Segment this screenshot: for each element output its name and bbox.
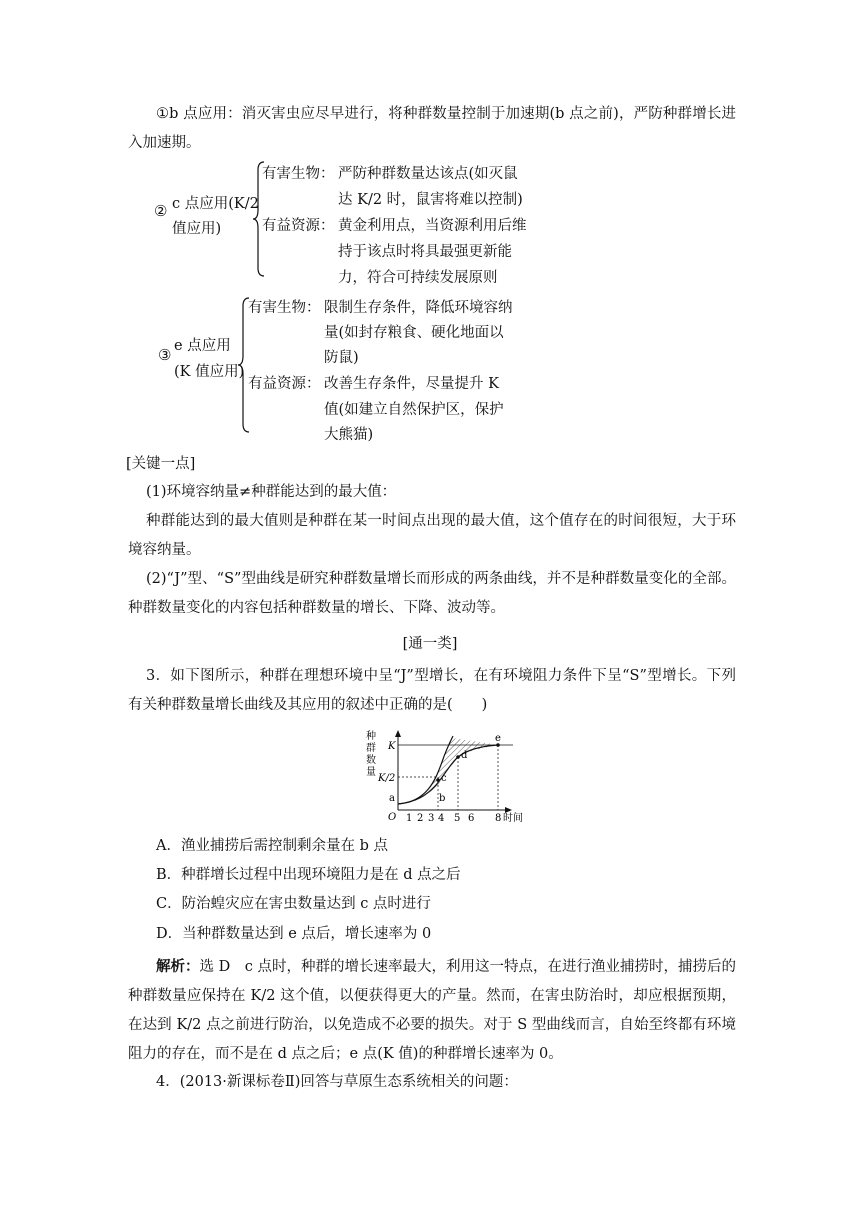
x-tick-4: 4 [438, 813, 445, 824]
x-axis-label: 时间 [503, 813, 523, 824]
e-block-benefit-title: 有益资源： [248, 376, 321, 392]
e-block-benefit-line-1: 改善生存条件，尽量提升 K [324, 376, 499, 392]
analysis-label: 解析： [156, 958, 200, 975]
c-block-benefit-line-3: 力，符合可持续发展原则 [338, 270, 498, 286]
x-tick-6: 6 [468, 813, 475, 824]
origin-label: O [388, 812, 397, 823]
c-block-harm-line-1: 严防种群数量达该点(如灭鼠 [338, 166, 518, 182]
option-b: B．种群增长过程中出现环境阻力是在 d 点之后 [156, 867, 461, 883]
point-a-label: a [389, 793, 395, 804]
e-block-label-1: e 点应用 [174, 338, 231, 354]
e-block-harm-line-3: 防鼠) [324, 350, 359, 366]
point-d-dot [456, 755, 460, 759]
analysis [128, 952, 736, 1069]
x-tick-3: 3 [428, 813, 435, 824]
x-tick-2: 2 [417, 813, 424, 824]
key-point-1: (1)环境容纳量≠种群能达到的最大值： [146, 484, 397, 500]
analysis-text: 选 D c 点时，种群的增长速率最大，利用这一特点，在进行渔业捕捞时，捕捞后的种群数量应保持在 K/2 这个值，以便获得更大的产量。然而，在害虫防治时，却应根据预期，在达到 K/2 点之前进行防治，以免造成不必要的损失。对于 S 型曲线而言，自始至终都有环境阻力的存在，而不是在 d 点之后；e 点(K 值)的种群增长速率为 0。 [128, 959, 737, 1062]
y-axis-arrow [395, 730, 401, 737]
c-block-benefit-title: 有益资源： [262, 218, 335, 234]
e-block-benefit-line-3: 大熊猫) [324, 427, 374, 443]
section-title: [通一类] [402, 636, 458, 652]
y-label-char-3: 数 [366, 755, 376, 766]
option-a: A．渔业捕捞后需控制剩余量在 b 点 [156, 838, 388, 854]
point-c-dot [436, 778, 440, 782]
c-block-harm-title: 有害生物： [262, 166, 335, 182]
x-tick-1: 1 [406, 813, 413, 824]
c-block-label-1: c 点应用(K/2 [172, 196, 259, 212]
question-3: 3．如下图所示，种群在理想环境中呈“J”型增长，在有环境阻力条件下呈“S”型增长。下列有关种群数量增长曲线及其应用的叙述中正确的是( ) [128, 668, 736, 713]
e-block-number: ③ [158, 346, 172, 364]
y-label-char-2: 群 [366, 743, 376, 754]
c-block-number: ② [154, 202, 168, 220]
key-point-title: [关键一点] [126, 456, 196, 472]
paragraph-b-point: ①b 点应用：消灭害虫应尽早进行，将种群数量控制于加速期(b 点之前)，严防种群增长进入加速期。 [128, 106, 736, 151]
growth-curve-chart [358, 728, 526, 824]
point-e-label: e [495, 733, 501, 744]
e-block-label-2: (K 值应用) [174, 364, 245, 380]
y-label-char-4: 量 [366, 767, 376, 778]
e-block-harm-line-2: 量(如封存粮食、硬化地面以 [324, 325, 504, 341]
c-block-harm-line-2: 达 K/2 时，鼠害将难以控制) [338, 192, 523, 208]
e-block-harm-title: 有害生物： [248, 300, 321, 316]
e-block-harm-line-1: 限制生存条件，降低环境容纳 [324, 300, 513, 316]
c-block-benefit-line-1: 黄金利用点，当资源利用后维 [338, 218, 527, 234]
option-c: C．防治蝗灾应在害虫数量达到 c 点时进行 [156, 896, 431, 912]
key-point-2: (2)“J”型、“S”型曲线是研究种群数量增长而形成的两条曲线，并不是种群数量变化的全部。种群数量变化的内容包括种群数量的增长、下降、波动等。 [128, 571, 736, 616]
y-label-char-1: 种 [366, 731, 376, 742]
x-tick-8: 8 [495, 813, 502, 824]
point-c-label: c [441, 773, 447, 784]
c-block-benefit-line-2: 持于该点时将具最强更新能 [338, 244, 512, 260]
question-4: 4．(2013·新课标卷Ⅱ)回答与草原生态系统相关的问题： [156, 1074, 518, 1090]
e-block-benefit-line-2: 值(如建立自然保护区，保护 [324, 402, 504, 418]
option-d: D．当种群数量达到 e 点后，增长速率为 0 [156, 926, 432, 942]
point-b-label: b [439, 793, 446, 804]
y-tick-k: K [388, 741, 396, 752]
y-tick-k-half: K/2 [378, 773, 396, 784]
c-block-label-2: 值应用) [172, 221, 222, 237]
x-tick-5: 5 [454, 813, 461, 824]
key-point-1-detail: 种群能达到的最大值则是种群在某一时间点出现的最大值，这个值存在的时间很短，大于环境容纳量。 [128, 513, 736, 558]
point-d-label: d [461, 750, 468, 761]
